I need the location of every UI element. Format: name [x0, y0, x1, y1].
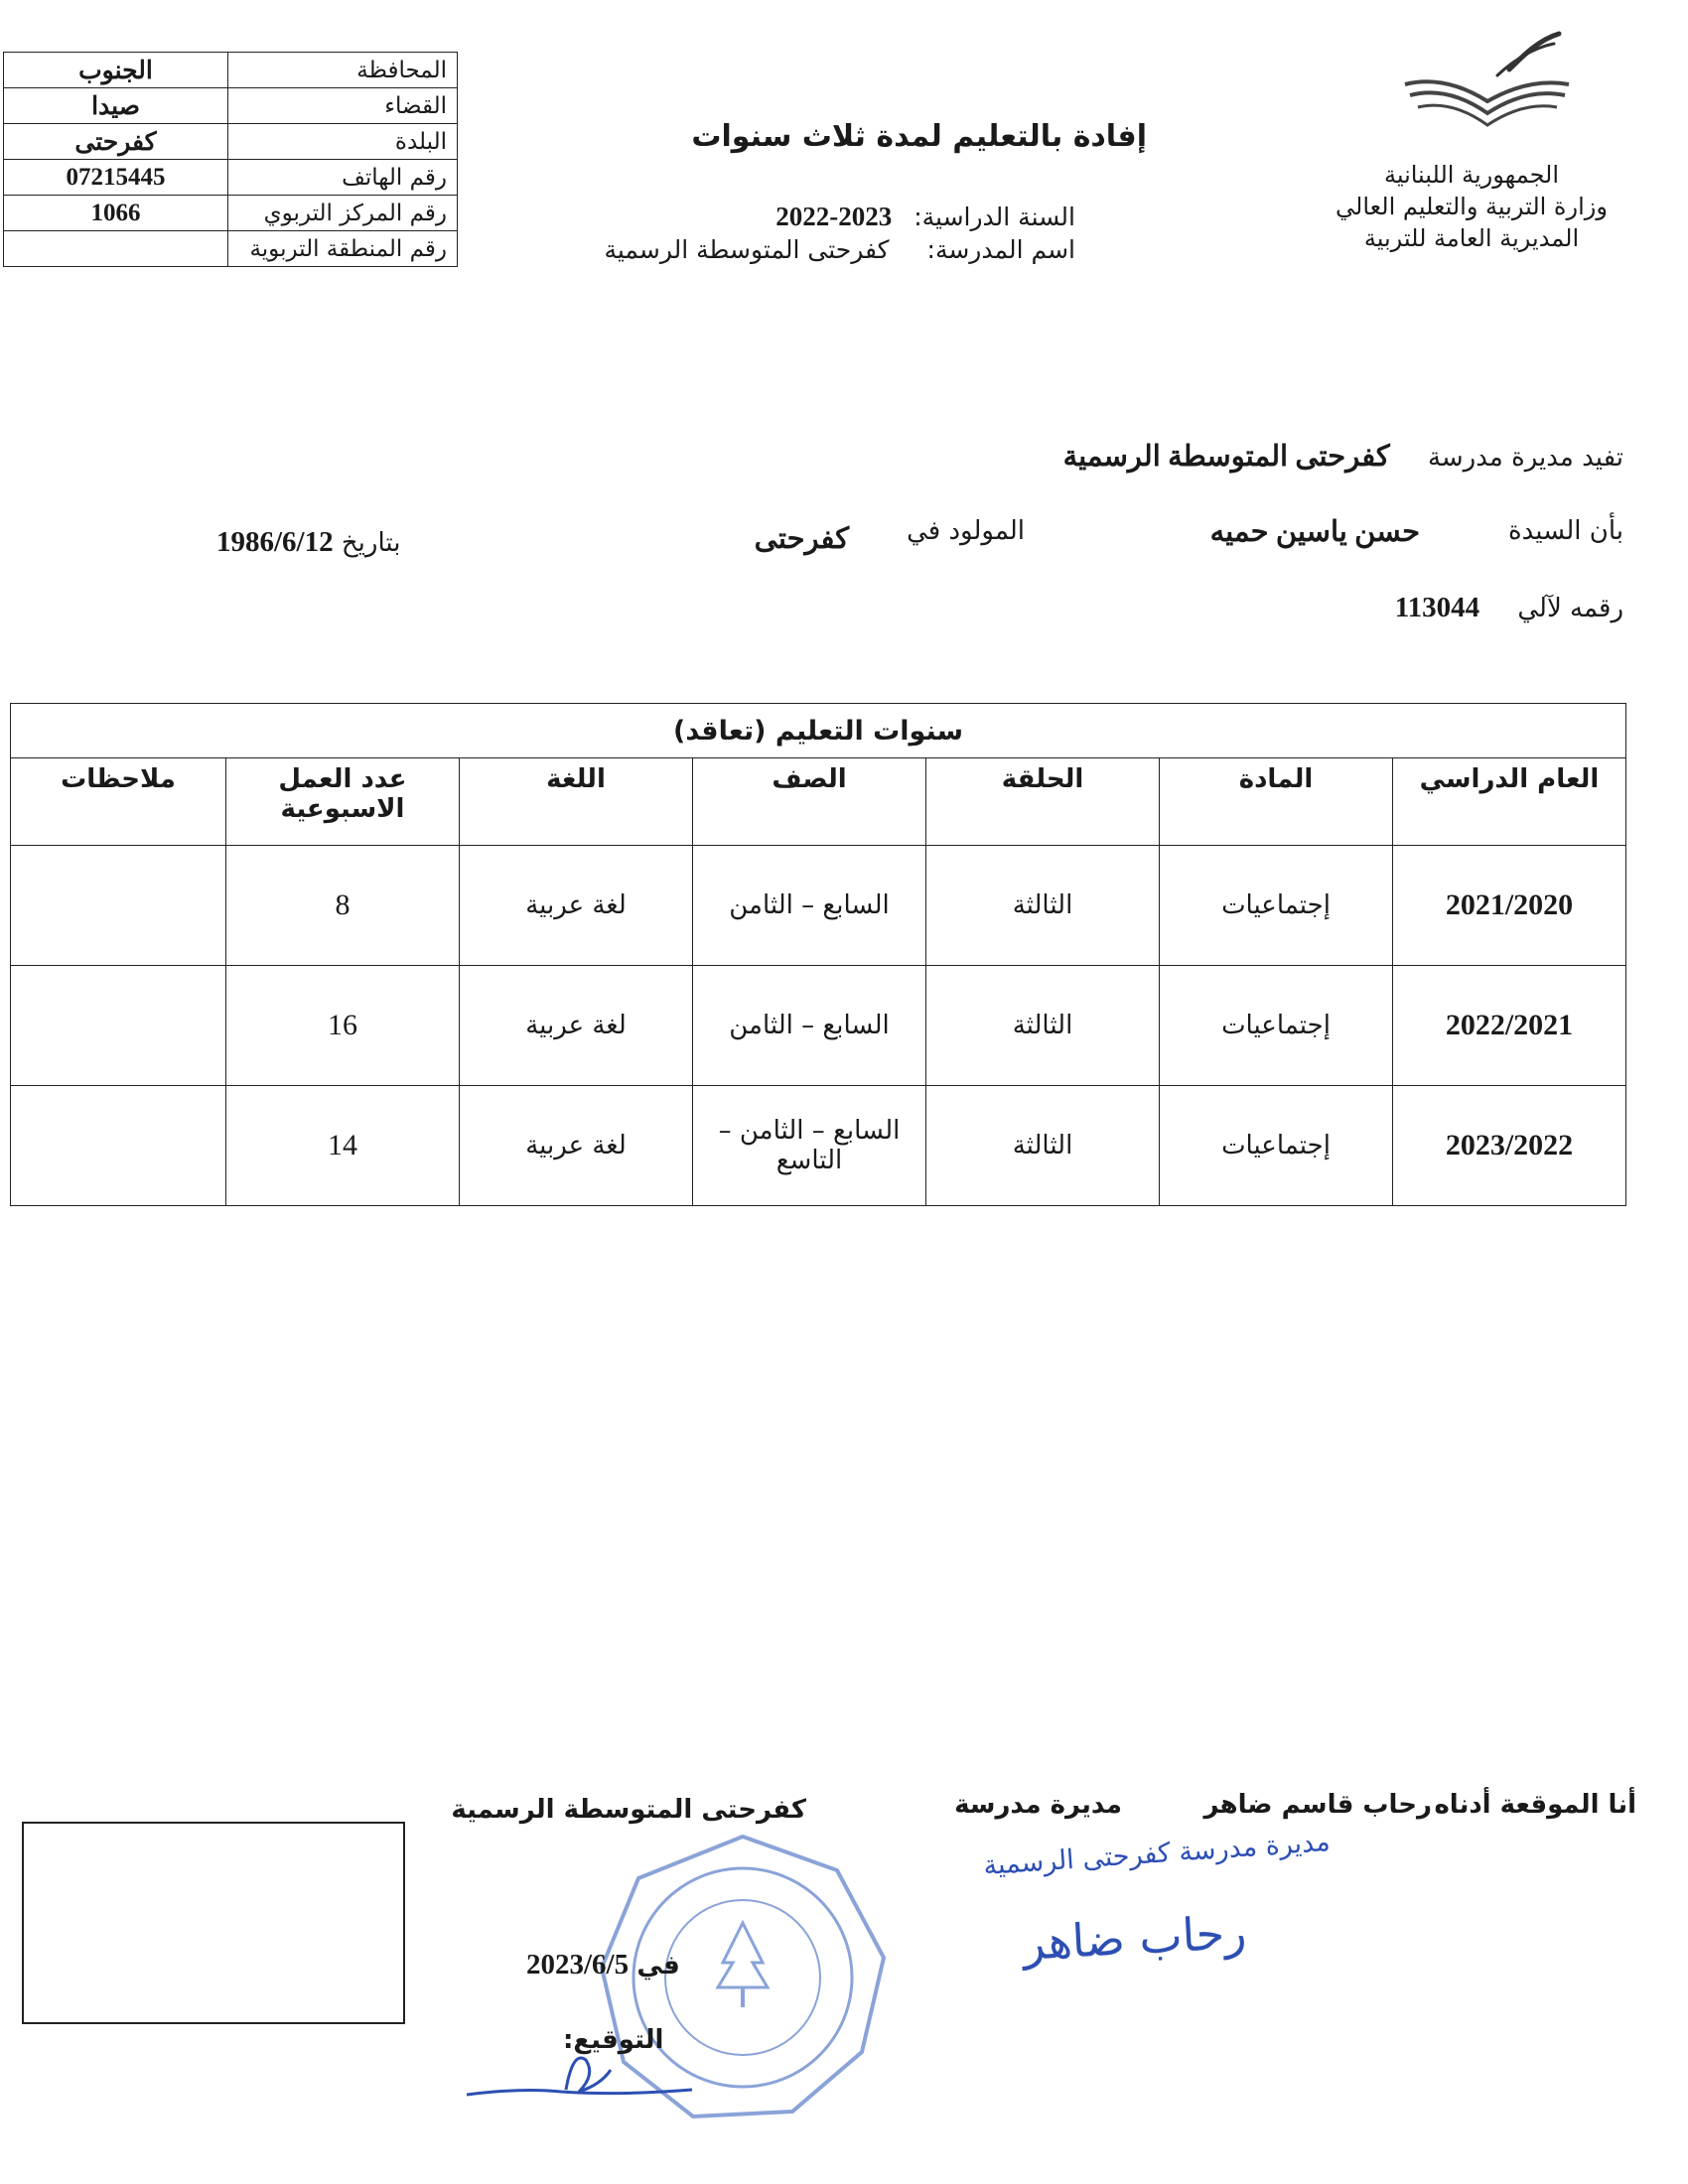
- signer-label: أنا الموقعة أدناه: [1434, 1790, 1636, 1820]
- handwritten-stamp-line2: رحاب ضاهر: [1021, 1905, 1248, 1971]
- born-place: كفرحتى: [754, 523, 849, 555]
- ministry-line2: وزارة التربية والتعليم العالي: [1336, 193, 1608, 220]
- info-value: [4, 231, 228, 267]
- cell-subject: إجتماعيات: [1160, 1086, 1393, 1206]
- ministry-book-logo-icon: [1400, 30, 1574, 139]
- signature-school: كفرحتى المتوسطة الرسمية: [451, 1795, 806, 1825]
- header-hours-line1: عدد العمل: [278, 764, 407, 794]
- info-label: رقم الهاتف: [228, 160, 458, 196]
- info-row: [4, 231, 458, 267]
- id-value: 113044: [1394, 592, 1480, 623]
- cell-subject: إجتماعيات: [1160, 846, 1393, 966]
- info-label: القضاء: [228, 88, 458, 124]
- table-row: [11, 846, 1626, 966]
- statement-intro: تفيد مديرة مدرسة: [1427, 443, 1623, 473]
- cell-hours: 8: [226, 846, 460, 966]
- person-label: بأن السيدة: [1508, 516, 1623, 546]
- info-label: المحافظة: [228, 53, 458, 88]
- signer-name: رحاب قاسم ضاهر: [1203, 1790, 1432, 1820]
- info-label: رقم المركز التربوي: [228, 196, 458, 231]
- signer-role: مديرة مدرسة: [954, 1790, 1122, 1820]
- info-row: [4, 196, 458, 231]
- cell-year: 2021/2020: [1393, 846, 1626, 966]
- cell-year: 2022/2021: [1393, 966, 1626, 1086]
- cell-year: 2023/2022: [1393, 1086, 1626, 1206]
- header-grade: الصف: [693, 758, 926, 846]
- cell-hours: 16: [226, 966, 460, 1086]
- info-row: [4, 88, 458, 124]
- table-caption: سنوات التعليم (تعاقد): [11, 704, 1626, 758]
- header-cycle: الحلقة: [926, 758, 1160, 846]
- cell-notes: [11, 846, 226, 966]
- cell-subject: إجتماعيات: [1160, 966, 1393, 1086]
- header-hours: [226, 758, 460, 846]
- statement-school: كفرحتى المتوسطة الرسمية: [1062, 441, 1390, 473]
- handwritten-signature-icon: [462, 2030, 700, 2110]
- cell-language: لغة عربية: [460, 846, 693, 966]
- signature-date-line: [526, 1949, 680, 1981]
- grade-line1: السابع – الثامن: [729, 890, 890, 920]
- cell-hours: 14: [226, 1086, 460, 1206]
- cell-grade: [693, 966, 926, 1086]
- grade-line1: السابع – الثامن: [729, 1011, 890, 1040]
- birth-date: 1986/6/12: [216, 526, 334, 558]
- school-name-label: اسم المدرسة:: [926, 235, 1075, 264]
- school-year-value: 2022-2023: [775, 202, 893, 231]
- header-notes: ملاحظات: [11, 758, 226, 846]
- info-value: 07215445: [4, 160, 228, 196]
- ministry-header: [1323, 159, 1620, 254]
- person-name: حسن ياسين حميه: [1209, 516, 1420, 548]
- cell-cycle: الثالثة: [926, 1086, 1160, 1206]
- cell-grade: [693, 846, 926, 966]
- info-value: صيدا: [4, 88, 228, 124]
- school-name-value: كفرحتى المتوسطة الرسمية: [604, 235, 890, 264]
- table-row: [11, 1086, 1626, 1206]
- grade-line1: السابع – الثامن –: [718, 1116, 901, 1146]
- info-value: الجنوب: [4, 53, 228, 88]
- header-year: العام الدراسي: [1393, 758, 1626, 846]
- header-subject: المادة: [1160, 758, 1393, 846]
- born-label: المولود في: [907, 516, 1025, 546]
- cell-language: لغة عربية: [460, 1086, 693, 1206]
- info-row: [4, 160, 458, 196]
- info-row: [4, 124, 458, 160]
- info-label: رقم المنطقة التربوية: [228, 231, 458, 267]
- header-language: اللغة: [460, 758, 693, 846]
- info-row: [4, 53, 458, 88]
- page-title: إفادة بالتعليم لمدة ثلاث سنوات: [691, 119, 1147, 154]
- cell-cycle: الثالثة: [926, 966, 1160, 1086]
- info-table: [3, 52, 458, 267]
- table-row: [11, 966, 1626, 1086]
- cell-language: لغة عربية: [460, 966, 693, 1086]
- signature-date-label: في: [636, 1951, 680, 1980]
- id-line: [1395, 592, 1623, 624]
- cell-cycle: الثالثة: [926, 846, 1160, 966]
- cell-notes: [11, 966, 226, 1086]
- info-value: 1066: [4, 196, 228, 231]
- teaching-years-table: [10, 703, 1626, 1206]
- ministry-line3: المديرية العامة للتربية: [1363, 224, 1580, 252]
- info-value: كفرحتى: [4, 124, 228, 160]
- signature-date: 2023/6/5: [526, 1949, 630, 1980]
- cell-notes: [11, 1086, 226, 1206]
- handwritten-stamp-line1: مديرة مدرسة كفرحتى الرسمية: [982, 1826, 1332, 1882]
- birth-date-label: بتاريخ: [341, 528, 401, 558]
- statement-intro-line: [1063, 439, 1623, 474]
- empty-stamp-box: [22, 1822, 405, 2024]
- cell-grade: [693, 1086, 926, 1206]
- school-year-label: السنة الدراسية:: [914, 203, 1075, 231]
- sign-label: التوقيع:: [563, 2025, 664, 2055]
- grade-line2: التاسع: [775, 1146, 843, 1175]
- ministry-line1: الجمهورية اللبنانية: [1383, 161, 1560, 189]
- school-name-line: [604, 235, 1075, 264]
- school-year-line: [775, 202, 1075, 232]
- header-hours-line2: الاسبوعية: [280, 794, 405, 824]
- info-label: البلدة: [228, 124, 458, 160]
- birth-date-line: [216, 526, 400, 559]
- id-label: رقمه لآلي: [1517, 594, 1623, 623]
